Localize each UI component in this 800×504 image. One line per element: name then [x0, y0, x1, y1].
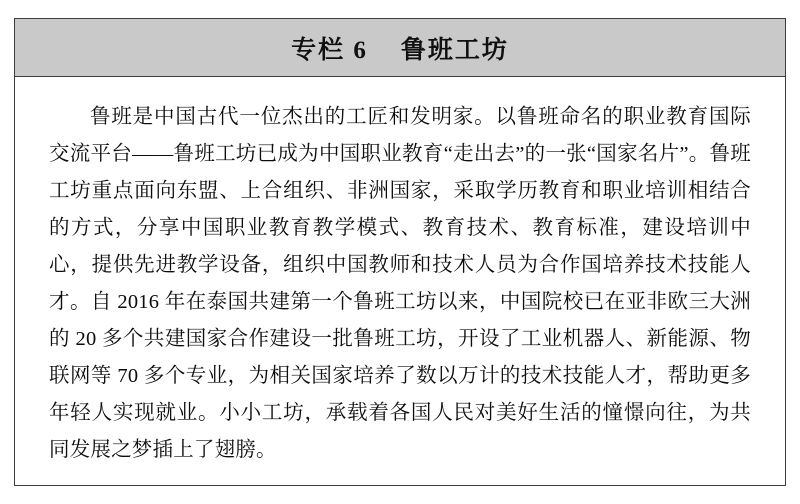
- feature-box: [14, 18, 786, 486]
- feature-box-body: [15, 77, 785, 487]
- feature-box-paragraph: 鲁班是中国古代一位杰出的工匠和发明家。以鲁班命名的职业教育国际交流平台——鲁班工坊已成为中国职业教育“走出去”的一张“国家名片”。鲁班工坊重点面向东盟、上合组织、非洲国家，采取学历教育和职业培训相结合的方式，分享中国职业教育教学模式、教育技术、教育标准，建设培训中心，提供先进教学设备，组织中国教师和技术人员为合作国培养技术技能人才。自 2016 年在泰国共建第一个鲁班工坊以来，中国院校已在亚非欧三大洲的 20 多个共建国家合作建设一批鲁班工坊，开设了工业机器人、新能源、物联网等 70 多个专业，为相关国家培养了数以万计的技术技能人才，帮助更多年轻人实现就业。小小工坊，承载着各国人民对美好生活的憧憬向往，为共同发展之梦插上了翅膀。: [49, 106, 751, 461]
- feature-box-title: 专栏 6 鲁班工坊: [291, 36, 509, 64]
- feature-box-header: [15, 19, 785, 77]
